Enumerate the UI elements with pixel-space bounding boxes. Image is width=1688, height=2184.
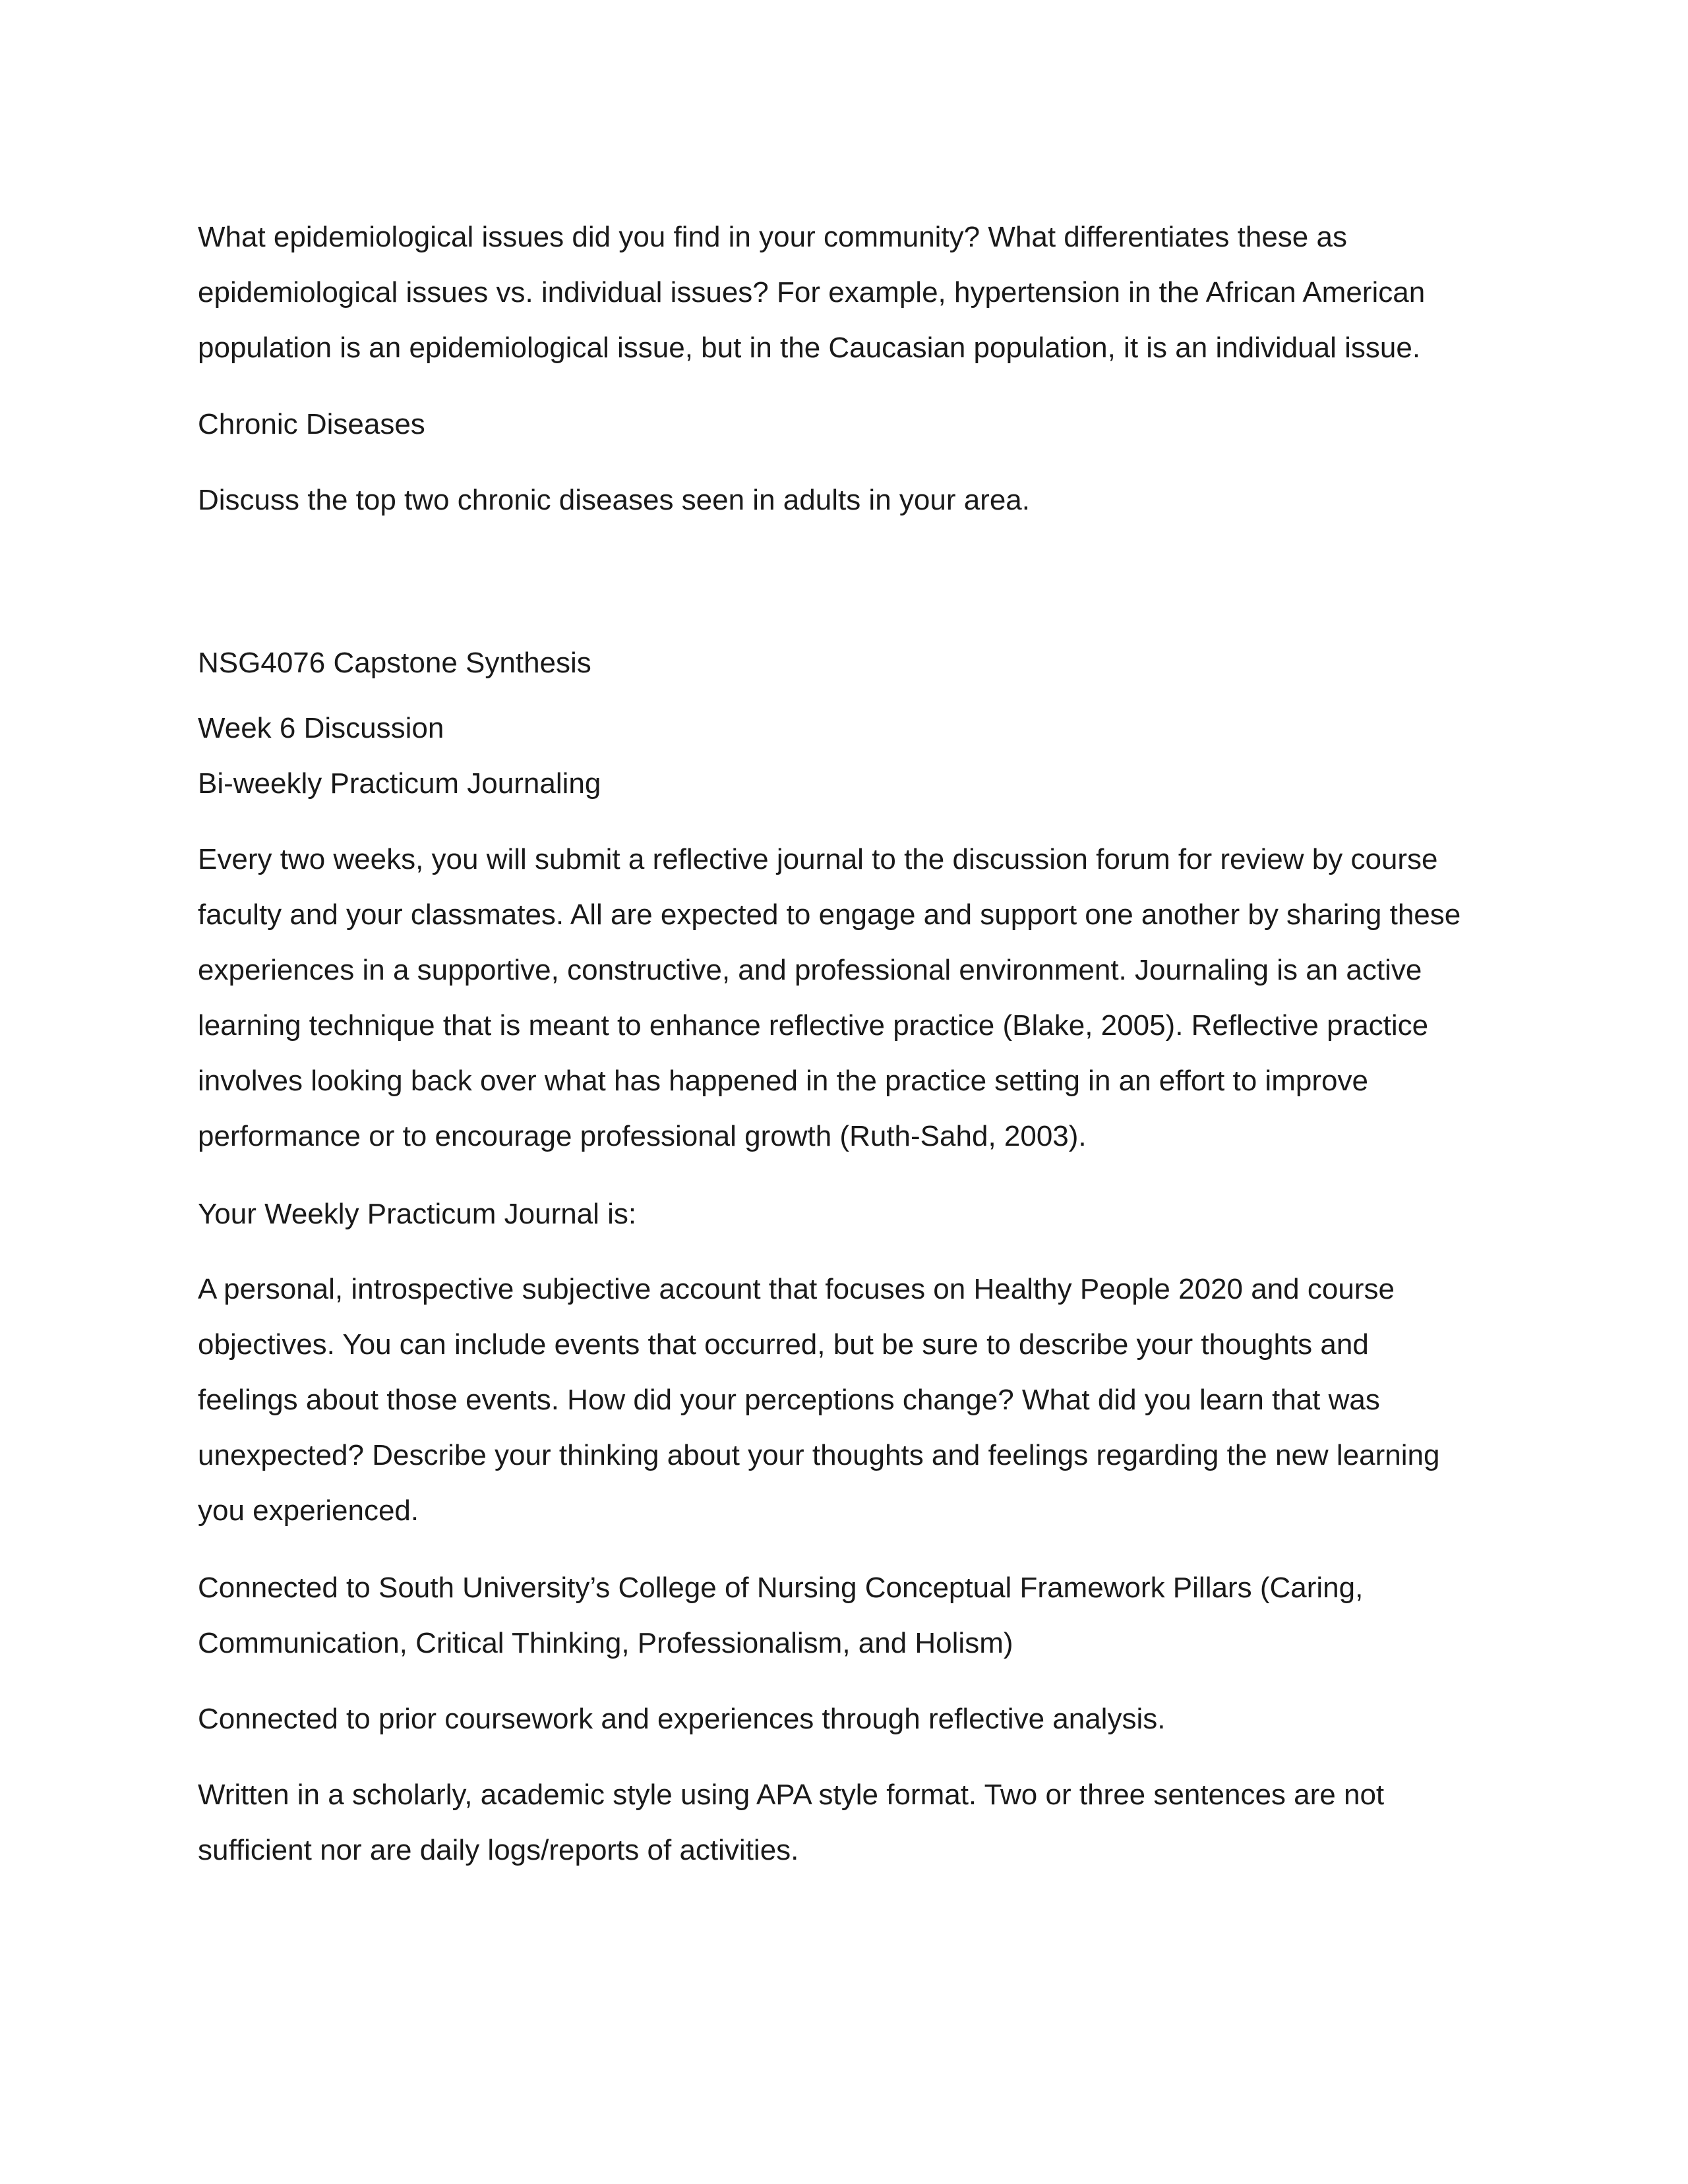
personal-line-3: feelings about those events. How did your perceptions change? What did you learn that was <box>198 1384 1380 1416</box>
journal-line-3: experiences in a supportive, constructive, and professional environment. Journaling is an active <box>198 954 1422 986</box>
journal-line-6: performance or to encourage professional growth (Ruth-Sahd, 2003). <box>198 1120 1087 1152</box>
journal-is-label: Your Weekly Practicum Journal is: <box>198 1198 637 1230</box>
chronic-diseases-prompt: Discuss the top two chronic diseases seen in adults in your area. <box>198 484 1030 516</box>
journal-line-4: learning technique that is meant to enhance reflective practice (Blake, 2005). Reflective practice <box>198 1009 1429 1042</box>
chronic-diseases-heading: Chronic Diseases <box>198 408 425 440</box>
intro-line-3: population is an epidemiological issue, but in the Caucasian population, it is an individual issue. <box>198 332 1421 364</box>
intro-line-2: epidemiological issues vs. individual issues? For example, hypertension in the African American <box>198 276 1426 309</box>
pillars-line-2: Communication, Critical Thinking, Professionalism, and Holism) <box>198 1627 1013 1659</box>
journal-line-1: Every two weeks, you will submit a reflective journal to the discussion forum for review by course <box>198 843 1438 875</box>
pillars-paragraph <box>198 1560 1490 1671</box>
journal-line-2: faculty and your classmates. All are expected to engage and support one another by sharing these <box>198 899 1461 931</box>
personal-account-paragraph <box>198 1262 1490 1539</box>
personal-line-2: objectives. You can include events that occurred, but be sure to describe your thoughts and <box>198 1328 1369 1361</box>
intro-paragraph <box>198 210 1490 376</box>
prior-coursework-paragraph: Connected to prior coursework and experiences through reflective analysis. <box>198 1703 1166 1735</box>
assignment-title: Bi-weekly Practicum Journaling <box>198 767 601 800</box>
apa-line-2: sufficient nor are daily logs/reports of activities. <box>198 1834 799 1866</box>
journal-line-5: involves looking back over what has happened in the practice setting in an effort to improve <box>198 1065 1368 1097</box>
personal-line-5: you experienced. <box>198 1494 419 1527</box>
personal-line-4: unexpected? Describe your thinking about your thoughts and feelings regarding the new learning <box>198 1439 1440 1471</box>
apa-line-1: Written in a scholarly, academic style using APA style format. Two or three sentences are not <box>198 1779 1385 1811</box>
journal-description-paragraph <box>198 832 1490 1164</box>
intro-line-1: What epidemiological issues did you find in your community? What differentiates these as <box>198 221 1347 253</box>
personal-line-1: A personal, introspective subjective account that focuses on Healthy People 2020 and course <box>198 1273 1395 1305</box>
course-title: NSG4076 Capstone Synthesis <box>198 647 591 679</box>
week-title: Week 6 Discussion <box>198 712 444 744</box>
apa-format-paragraph <box>198 1767 1490 1878</box>
pillars-line-1: Connected to South University’s College of Nursing Conceptual Framework Pillars (Caring, <box>198 1572 1364 1604</box>
